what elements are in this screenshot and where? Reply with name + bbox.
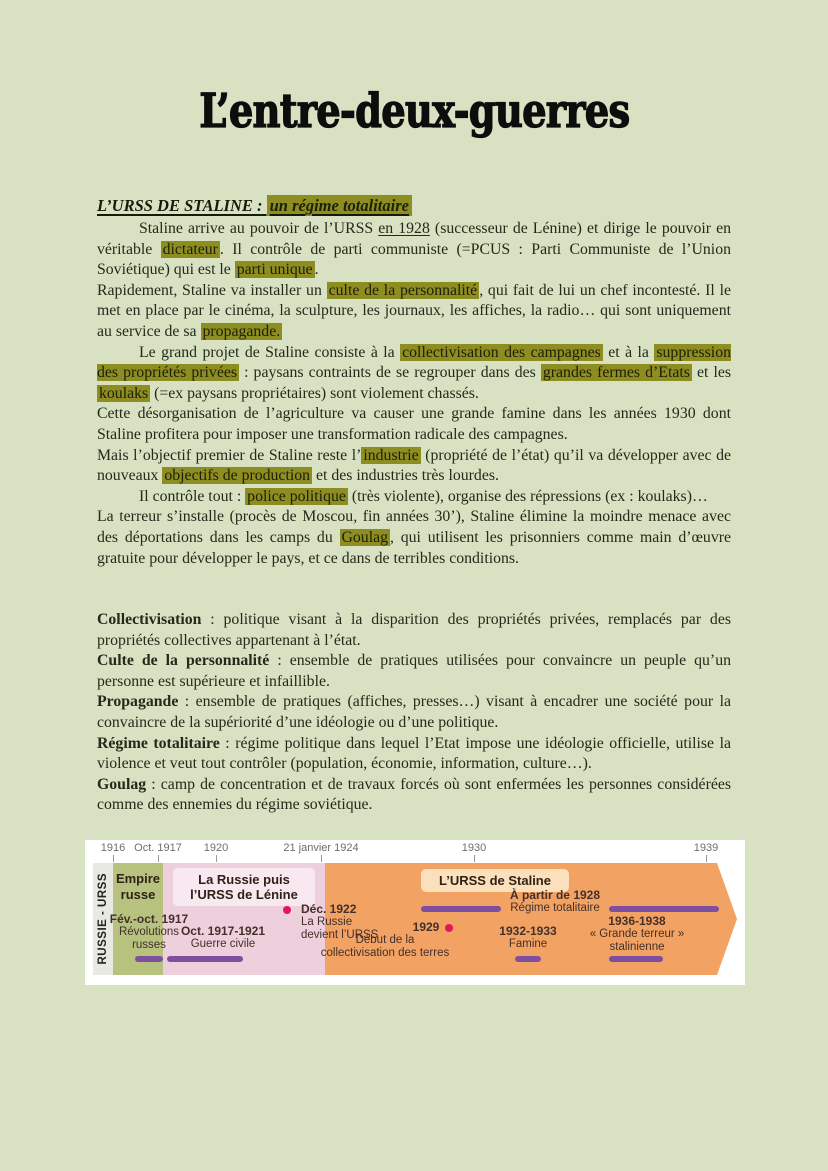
text-run: (propriété de l’état) qu’il va développer avec de nouveaux — [97, 446, 731, 485]
timeline-axis-label: 1916 — [100, 842, 126, 854]
timeline-event-line: Révolutions — [118, 926, 180, 938]
timeline-event-line: Famine — [508, 938, 548, 950]
definition-term: Goulag — [97, 775, 147, 793]
definition-item — [97, 610, 731, 651]
timeline-period-label-russie-urss-lenine: La Russie puis l’URSS de Lénine — [173, 868, 315, 906]
definition-term: Régime totalitaire — [97, 734, 220, 752]
timeline-axis-label: 21 janvier 1924 — [283, 842, 359, 854]
text-run: et les — [691, 364, 731, 382]
timeline-axis-label: Oct. 1917 — [134, 842, 182, 854]
text-run: Le grand projet de Staline consiste à la — [139, 343, 401, 361]
highlighted-text: culte de la personnalité — [328, 281, 478, 299]
paragraph — [97, 343, 731, 405]
text-run: , qui fait de lui un chef incontesté. Il le met en place par le cinéma, la sculpture, les journaux, les affiches, la radio… qui sont uniquement au service de sa — [97, 281, 731, 340]
text-run: (=ex paysans propriétaires) sont violement chassés. — [150, 384, 479, 402]
timeline-event-line: devient l’URSS — [301, 929, 379, 941]
timeline-axis-tick — [158, 855, 159, 862]
definition-text: : camp de concentration et de travaux forcés où sont enfermées les personnes considérées comme des ennemies du régime soviétique. — [97, 775, 731, 814]
timeline-event-line: À partir de 1928 — [509, 888, 601, 902]
definition-item — [97, 651, 731, 692]
timeline-event-grande-terreur — [567, 915, 707, 954]
definition-text: : politique visant à la disparition des propriétés privées, remplacés par des propriétés collectives appartenant à l’état. — [97, 611, 731, 649]
timeline-event-line: La Russie — [301, 916, 353, 928]
paragraph — [97, 281, 731, 343]
text-run: , qui utilisent les prisonniers comme main d’œuvre gratuite pour développer le pays, et ce dans de terribles conditions. — [97, 528, 731, 567]
underlined-text: en 1928 — [378, 220, 430, 237]
text-run: Rapidement, Staline va installer un — [97, 281, 327, 299]
timeline-axis-label: 1939 — [693, 842, 719, 854]
text-run: et des industries très lourdes. — [312, 467, 499, 485]
text-run: Il contrôle tout : — [139, 487, 246, 505]
timeline-side-label: RUSSIE - URSS — [97, 873, 109, 965]
text-run: Staline arrive au pouvoir de l’URSS — [139, 220, 379, 237]
timeline-event-line: « Grande terreur » — [589, 928, 685, 940]
highlighted-text: parti unique — [236, 261, 313, 279]
content-column — [97, 196, 731, 816]
timeline-event-line: 1929 — [412, 920, 440, 934]
text-run: . Il contrôle de parti communiste (=PCUS : Parti Communiste de l’Union Soviétique) qui est le — [97, 240, 731, 279]
timeline-event-line: stalinienne — [609, 941, 665, 953]
paragraph — [97, 219, 731, 281]
timeline-event-line: russes — [132, 939, 166, 951]
definition-item — [97, 734, 731, 775]
definition-text: : ensemble de pratiques (affiches, presses…) visant à encadrer une société pour la convaincre de la supériorité d’une idéologie ou d’une politique. — [97, 693, 731, 732]
highlighted-text: dictateur — [162, 240, 218, 258]
timeline-event-line: 1936-1938 — [608, 914, 666, 928]
paragraph — [97, 446, 731, 487]
timeline-duration-bar — [609, 956, 663, 962]
text-run: Cette désorganisation de l’agriculture va causer une grande famine dans les années 1930 dont Staline profitera pour imposer une transformation radicale des campagnes. — [97, 405, 731, 443]
page-title: L’entre-deux-guerres — [198, 84, 630, 139]
timeline-period-label-urss-staline: L’URSS de Staline — [421, 869, 569, 892]
timeline-event-line: Guerre civile — [190, 938, 256, 950]
paragraph — [97, 404, 731, 445]
timeline-axis-tick — [474, 855, 475, 862]
highlighted-text: propagande. — [202, 322, 281, 340]
text-run: : paysans contraints de se regrouper dans des — [239, 364, 541, 382]
timeline-event-line: collectivisation des terres — [320, 947, 450, 959]
timeline-event-line: Régime totalitaire — [510, 902, 600, 914]
timeline-figure — [85, 840, 745, 985]
timeline-duration-bar — [167, 956, 243, 962]
timeline-event-regime-totalitaire — [480, 889, 630, 915]
timeline-axis-tick — [216, 855, 217, 862]
body-paragraphs — [97, 219, 731, 569]
timeline-axis-tick — [113, 855, 114, 862]
highlighted-text: grandes fermes d’Etats — [542, 364, 690, 382]
timeline-event-dot — [445, 924, 453, 932]
timeline-event-line: 1932-1933 — [499, 924, 557, 938]
timeline-event-line: Déc. 1922 — [301, 902, 357, 916]
timeline-duration-bar — [515, 956, 541, 962]
text-run: . — [314, 261, 319, 279]
paragraph — [97, 507, 731, 569]
timeline-event-famine — [483, 925, 573, 951]
timeline-duration-bar — [135, 956, 163, 962]
highlighted-text: Goulag — [341, 528, 389, 546]
timeline-axis-tick — [706, 855, 707, 862]
timeline-event-line: Début de la — [355, 934, 415, 946]
definition-item — [97, 692, 731, 733]
highlighted-text: collectivisation des campagnes — [402, 343, 601, 361]
timeline-event-dot — [283, 906, 291, 914]
timeline-event-line: Fév.-oct. 1917 — [109, 912, 189, 926]
timeline-event-guerre-civile — [163, 925, 283, 951]
highlighted-text: objectifs de production — [164, 467, 311, 485]
text-run: Mais l’objectif premier de Staline reste l’ — [97, 446, 362, 464]
definition-item — [97, 775, 731, 816]
section-heading — [97, 196, 731, 216]
definition-term: Propagande — [97, 693, 179, 711]
text-run: (successeur de Lénine) et dirige le pouvoir en véritable — [97, 220, 731, 258]
paragraph — [97, 487, 731, 508]
definition-text: : régime politique dans lequel l’Etat impose une idéologie officielle, utilise la violence et veut tout contrôler (population, économie, information, culture…). — [97, 734, 731, 773]
text-run: (très violente), organise des répressions (ex : koulaks)… — [347, 487, 708, 505]
text-run: La terreur s’installe (procès de Moscou, fin années 30’), Staline élimine la moindre menace avec des déportations dans les camps du — [97, 508, 731, 546]
timeline-axis-label: 1920 — [203, 842, 229, 854]
highlighted-text: suppression des propriétés privées — [97, 343, 731, 382]
definitions-list — [97, 610, 731, 816]
definition-term: Collectivisation — [97, 611, 202, 629]
timeline-axis-tick — [321, 855, 322, 862]
section-heading-highlight: un régime totalitaire — [267, 195, 412, 216]
timeline-event-line: Oct. 1917-1921 — [180, 924, 266, 938]
timeline-axis-label: 1930 — [461, 842, 487, 854]
section-heading-text: L’URSS DE STALINE : — [97, 196, 267, 215]
definition-text: : ensemble de pratiques utilisées pour convaincre un peuple qu’un personne est supérieure et infaillible. — [97, 652, 731, 690]
definition-term: Culte de la personnalité — [97, 652, 270, 670]
highlighted-text: industrie — [363, 446, 419, 464]
text-run: et à la — [602, 343, 655, 361]
highlighted-text: police politique — [247, 487, 346, 505]
timeline-period-label-empire-russe: Empire russe — [115, 871, 161, 902]
timeline-bands — [93, 863, 737, 975]
title-area — [0, 84, 828, 139]
highlighted-text: koulaks — [99, 384, 149, 402]
timeline-axis — [85, 840, 745, 863]
